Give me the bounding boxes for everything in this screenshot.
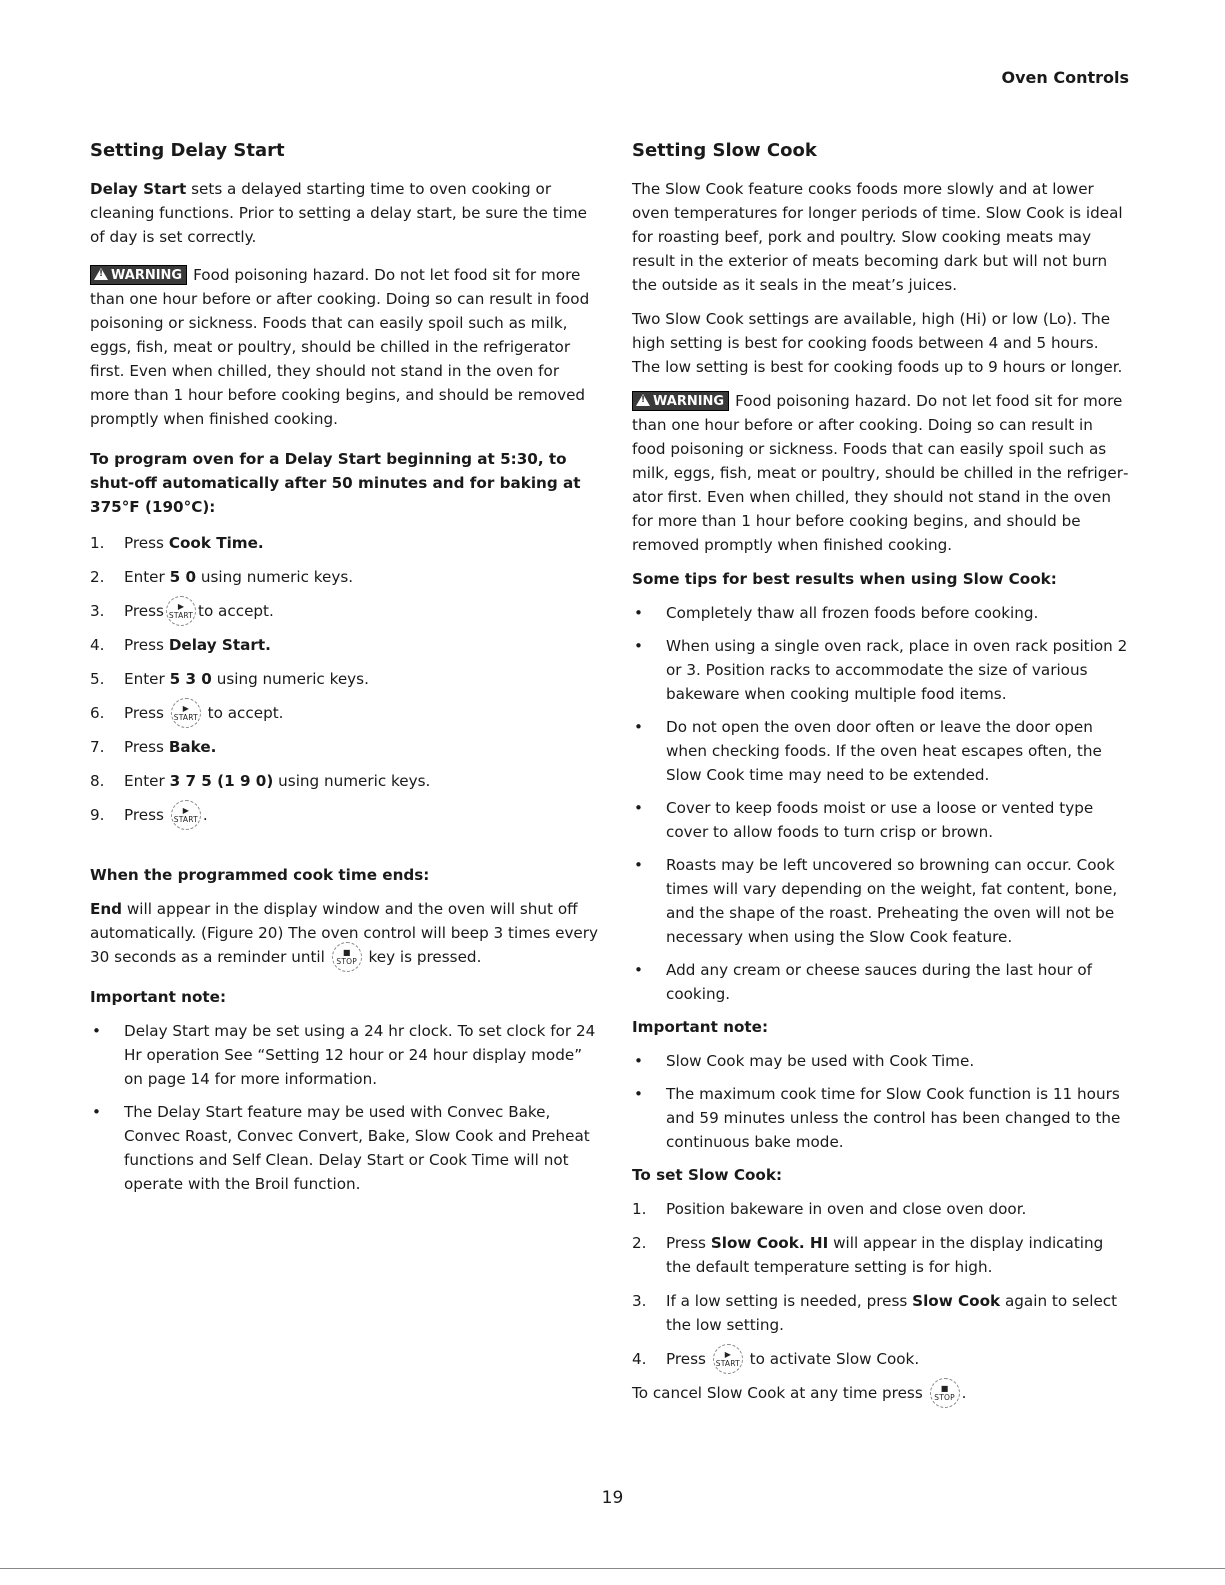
program-heading: To program oven for a Delay Start beginning at 5:30, to shut-off automatically after 50 minutes and for baking at 375°F (190°C): <box>90 450 581 516</box>
warning-triangle-icon <box>94 268 108 280</box>
start-key-icon: ▶ START <box>171 800 201 830</box>
list-item: • Add any cream or cheese sauces during the last hour of cooking. <box>634 961 1092 1003</box>
page-number: 19 <box>601 1488 624 1508</box>
warning-block: !WARNING Food poisoning hazard. Do not let food sit for more than one hour before or after cooking. Doing so can result in food poisoning or sickness. Foods that can easily spoil such as milk, eggs, fish, meat or poultry, should be chilled in the refrigerator first. Even when chilled, they should not stand in the oven for more than 1 hour before cooking begins, and should be removed promptly when finished cooking. <box>632 389 1130 557</box>
important-notes-list <box>90 1019 600 1196</box>
right-column <box>632 140 1130 1415</box>
step: 1. Position bakeware in oven and close oven door. <box>632 1200 1027 1218</box>
step: 5. Enter 5 3 0 using numeric keys. <box>90 670 369 688</box>
delay-start-intro: Delay Start sets a delayed starting time to oven cooking or cleaning functions. Prior to setting a delay start, be sure the time of day is set correctly. <box>90 180 588 246</box>
cook-time-ends-text: End will appear in the display window and the oven will shut off automatically. (Figure 20) The oven control will beep 3 times every 30 seconds as a reminder until ■ STOP key is pressed. <box>90 897 600 969</box>
important-note-heading: Important note: <box>90 988 227 1006</box>
step: 6. Press ▶ START to accept. <box>90 701 600 725</box>
warning-block: !WARNING Food poisoning hazard. Do not let food sit for more than one hour before or after cooking. Doing so can result in food poisoning or sickness. Foods that can easily spoil such as milk, eggs, fish, meat or poultry, should be chilled in the refrigerator first. Even when chilled, they should not stand in the oven for more than 1 hour before cooking begins, and should be removed promptly when finished cooking. <box>90 263 600 431</box>
list-item: • The Delay Start feature may be used with Convec Bake, Convec Roast, Convec Convert, Bake, Slow Cook and Preheat functions and Self Clean. Delay Start or Cook Time will not operate with the Broil function. <box>92 1103 590 1193</box>
step: 8. Enter 3 7 5 (1 9 0) using numeric keys. <box>90 772 431 790</box>
tips-list <box>632 601 1130 1006</box>
list-item: • Do not open the oven door often or leave the door open when checking foods. If the oven heat escapes often, the Slow Cook time may need to be extended. <box>634 718 1102 784</box>
delay-start-title: Setting Delay Start <box>90 140 285 161</box>
important-note-heading: Important note: <box>632 1018 769 1036</box>
step: 3. If a low setting is needed, press Slow Cook again to select the low setting. <box>632 1292 1118 1334</box>
step: 1. Press Cook Time. <box>90 534 264 552</box>
list-item: • Completely thaw all frozen foods before cooking. <box>634 604 1039 622</box>
warning-badge: !WARNING <box>632 391 729 411</box>
list-item: • Slow Cook may be used with Cook Time. <box>634 1052 975 1070</box>
slow-cook-para-1: The Slow Cook feature cooks foods more slowly and at lower oven temperatures for longer periods of time. Slow Cook is ideal for roasting beef, pork and poultry. Slow cooking meats may result in the exterior of meats becoming dark but will not burn the outside as it seals in the meat’s juices. <box>632 180 1123 294</box>
step: 4. Press ▶ START to activate Slow Cook. <box>632 1347 1130 1371</box>
step: 2. Enter 5 0 using numeric keys. <box>90 568 354 586</box>
list-item: • Roasts may be left uncovered so browning can occur. Cook times will vary depending on the weight, fat content, bone, and the shape of the roast. Preheating the oven will not be necessary when using the Slow Cook feature. <box>634 856 1118 946</box>
step: 9. Press ▶ START . <box>90 803 600 827</box>
slow-cook-steps <box>632 1197 1130 1371</box>
left-column <box>90 140 600 1205</box>
warning-badge: !WARNING <box>90 265 187 285</box>
warning-triangle-icon <box>636 394 650 406</box>
delay-start-steps <box>90 531 600 827</box>
step: 4. Press Delay Start. <box>90 636 271 654</box>
list-item: • Cover to keep foods moist or use a loose or vented type cover to allow foods to turn crisp or brown. <box>634 799 1094 841</box>
list-item: • When using a single oven rack, place in oven rack position 2 or 3. Position racks to accommodate the size of various bakeware when cooking multiple food items. <box>634 637 1128 703</box>
cook-time-ends-heading: When the programmed cook time ends: <box>90 866 430 884</box>
step: 7. Press Bake. <box>90 738 217 756</box>
list-item: • Delay Start may be set using a 24 hr clock. To set clock for 24 Hr operation See “Setting 12 hour or 24 hour display mode” on page 14 for more information. <box>92 1022 596 1088</box>
start-key-icon: ▶ START <box>713 1344 743 1374</box>
slow-cook-para-2: Two Slow Cook settings are available, high (Hi) or low (Lo). The high setting is best for cooking foods between 4 and 5 hours. The low setting is best for cooking foods up to 9 hours or longer. <box>632 310 1123 376</box>
stop-key-icon: ■ STOP <box>332 942 362 972</box>
page-bottom-rule <box>0 1568 1225 1569</box>
slow-cook-title: Setting Slow Cook <box>632 140 817 161</box>
start-key-icon: ▶ START <box>171 698 201 728</box>
list-item: • The maximum cook time for Slow Cook function is 11 hours and 59 minutes unless the control has been changed to the continuous bake mode. <box>634 1085 1121 1151</box>
tips-heading: Some tips for best results when using Slow Cook: <box>632 570 1057 588</box>
start-key-icon: ▶ START <box>166 596 196 626</box>
step: 3. Press ▶ START to accept. <box>90 599 600 623</box>
step: 2. Press Slow Cook. HI will appear in the display indicating the default temperature setting is for high. <box>632 1234 1104 1276</box>
stop-key-icon: ■ STOP <box>930 1378 960 1408</box>
section-header: Oven Controls <box>1001 68 1129 87</box>
important-notes-list <box>632 1049 1130 1154</box>
cancel-slow-cook-text: To cancel Slow Cook at any time press ■ STOP . <box>632 1381 1130 1405</box>
set-slow-cook-heading: To set Slow Cook: <box>632 1166 783 1184</box>
